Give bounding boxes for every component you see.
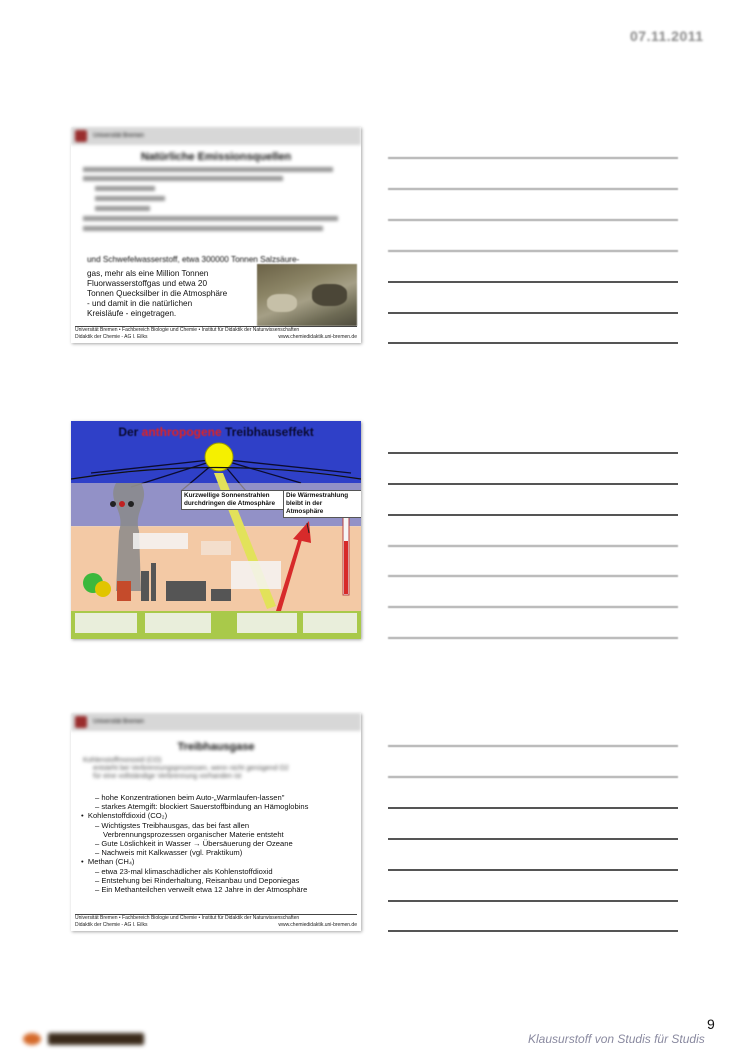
bullet-icon: •	[81, 811, 88, 821]
university-name: Universität Bremen	[93, 133, 145, 139]
emission-text	[87, 269, 262, 319]
blurred-slide-content	[71, 741, 361, 781]
note-line	[388, 250, 678, 252]
label-line: bleibt in der Atmosphäre	[286, 500, 324, 515]
slide-greenhouse-gases	[71, 713, 361, 931]
slide-header	[71, 127, 361, 145]
note-line	[388, 745, 678, 747]
site-logo-icon	[22, 1030, 146, 1046]
note-line	[388, 312, 678, 314]
gas-list	[79, 793, 359, 894]
list-item: – Ein Methanteilchen verweilt etwa 12 Jahre in der Atmosphäre	[95, 885, 308, 895]
list-item: – Nachweis mit Kalkwasser (vgl. Praktikum)	[95, 848, 243, 858]
list-item: – hohe Konzentrationen beim Auto-„Warmlaufen-lassen"	[95, 793, 285, 802]
note-line	[388, 869, 678, 871]
blurred-line: für eine vollständige Verbrennung vorhanden ist	[93, 773, 242, 780]
note-line	[388, 545, 678, 547]
list-item-text: Methan (CH₄)	[87, 857, 135, 867]
text-line: gas, mehr als eine Million Tonnen	[87, 269, 209, 278]
note-line	[388, 219, 678, 221]
note-line	[388, 807, 678, 809]
note-line	[388, 514, 678, 516]
text-line: Fluorwasserstoffgas und etwa 20	[87, 279, 207, 288]
page-date: 07.11.2011	[630, 28, 704, 44]
footer-tagline: Klausurstoff von Studis für Studis	[528, 1032, 705, 1046]
slide-header	[71, 713, 361, 731]
note-line	[388, 637, 678, 639]
list-item-text: Kohlenstoffdioxid (CO₂)	[87, 811, 168, 821]
footer-institution: Universität Bremen • Fachbereich Biologie und Chemie • Institut für Didaktik der Naturwissenschaften	[75, 327, 300, 333]
title-part: Treibhauseffekt	[221, 425, 314, 439]
note-line	[388, 575, 678, 577]
note-line	[388, 483, 678, 485]
list-item: – Gute Löslichkeit in Wasser → Übersäuerung der Ozeane	[95, 839, 293, 849]
note-line	[388, 342, 678, 344]
text-line: - und damit in die natürlichen	[87, 299, 193, 308]
sun-icon	[205, 443, 233, 471]
label-shortwave	[181, 490, 285, 510]
greenhouse-illustration	[71, 421, 361, 639]
footer-group: Didaktik der Chemie - AG I. Eilks	[75, 922, 148, 928]
title-part: Der	[118, 425, 142, 439]
text-line: Tonnen Quecksilber in die Atmosphäre	[87, 289, 228, 298]
note-line	[388, 188, 678, 190]
slide-footer	[75, 914, 357, 929]
list-item: – starkes Atemgift: blockiert Sauerstoffbindung an Hämoglobins	[95, 802, 309, 812]
bullet-icon: •	[81, 857, 88, 867]
blurred-line: Kohlenstoffmonoxid (CO)	[83, 757, 162, 764]
blurred-bullets	[83, 167, 361, 231]
footer-institution: Universität Bremen • Fachbereich Biologie und Chemie • Institut für Didaktik der Naturwissenschaften	[75, 915, 300, 921]
slide-title: Treibhausgase	[177, 741, 255, 753]
note-line	[388, 900, 678, 902]
slide-greenhouse-effect	[71, 421, 361, 639]
text-line: Kreisläufe - eingetragen.	[87, 309, 177, 318]
page-number: 9	[707, 1016, 715, 1032]
footer-url: www.chemiedidaktik.uni-bremen.de	[278, 922, 357, 928]
slide-title: Natürliche Emissionsquellen	[140, 151, 292, 163]
list-item: – Wichtigstes Treibhausgas, das bei fast allen	[95, 820, 250, 830]
list-item: – etwa 23-mal klimaschädlicher als Kohlenstoffdioxid	[95, 866, 273, 876]
slide-natural-emissions	[71, 127, 361, 343]
label-line: Kurzwellige Sonnenstrahlen	[184, 492, 270, 499]
note-line	[388, 281, 678, 283]
slide-footer	[75, 326, 357, 341]
note-line	[388, 157, 678, 159]
university-logo-icon	[75, 130, 87, 142]
note-line	[388, 838, 678, 840]
label-line: Die Wärmestrahlung	[286, 492, 349, 499]
label-heat-radiation	[283, 490, 361, 518]
volcano-photo	[257, 264, 357, 326]
university-name: Universität Bremen	[93, 719, 145, 725]
blurred-slide-content	[71, 151, 361, 231]
title-highlight: anthropogene	[141, 425, 222, 439]
slide2-title	[71, 425, 361, 439]
footer-url: www.chemiedidaktik.uni-bremen.de	[278, 334, 357, 340]
blurred-line: entsteht bei Verbrennungsprozessen, wenn nicht genügend O2	[93, 765, 289, 772]
list-item: – Entstehung bei Rinderhaltung, Reisanbau und Deponiegas	[95, 875, 300, 885]
note-line	[388, 606, 678, 608]
partial-blurred-line: und Schwefelwasserstoff, etwa 300000 Tonnen Salzsäure-	[87, 255, 300, 264]
list-item: Verbrennungsprozessen organischer Materie entsteht	[103, 829, 284, 839]
list-item-main	[79, 857, 359, 866]
note-line	[388, 776, 678, 778]
list-item-main	[79, 811, 359, 820]
note-line	[388, 930, 678, 932]
note-line	[388, 452, 678, 454]
label-line: durchdringen die Atmosphäre	[184, 500, 276, 507]
university-logo-icon	[75, 716, 87, 728]
footer-group: Didaktik der Chemie - AG I. Eilks	[75, 334, 148, 340]
